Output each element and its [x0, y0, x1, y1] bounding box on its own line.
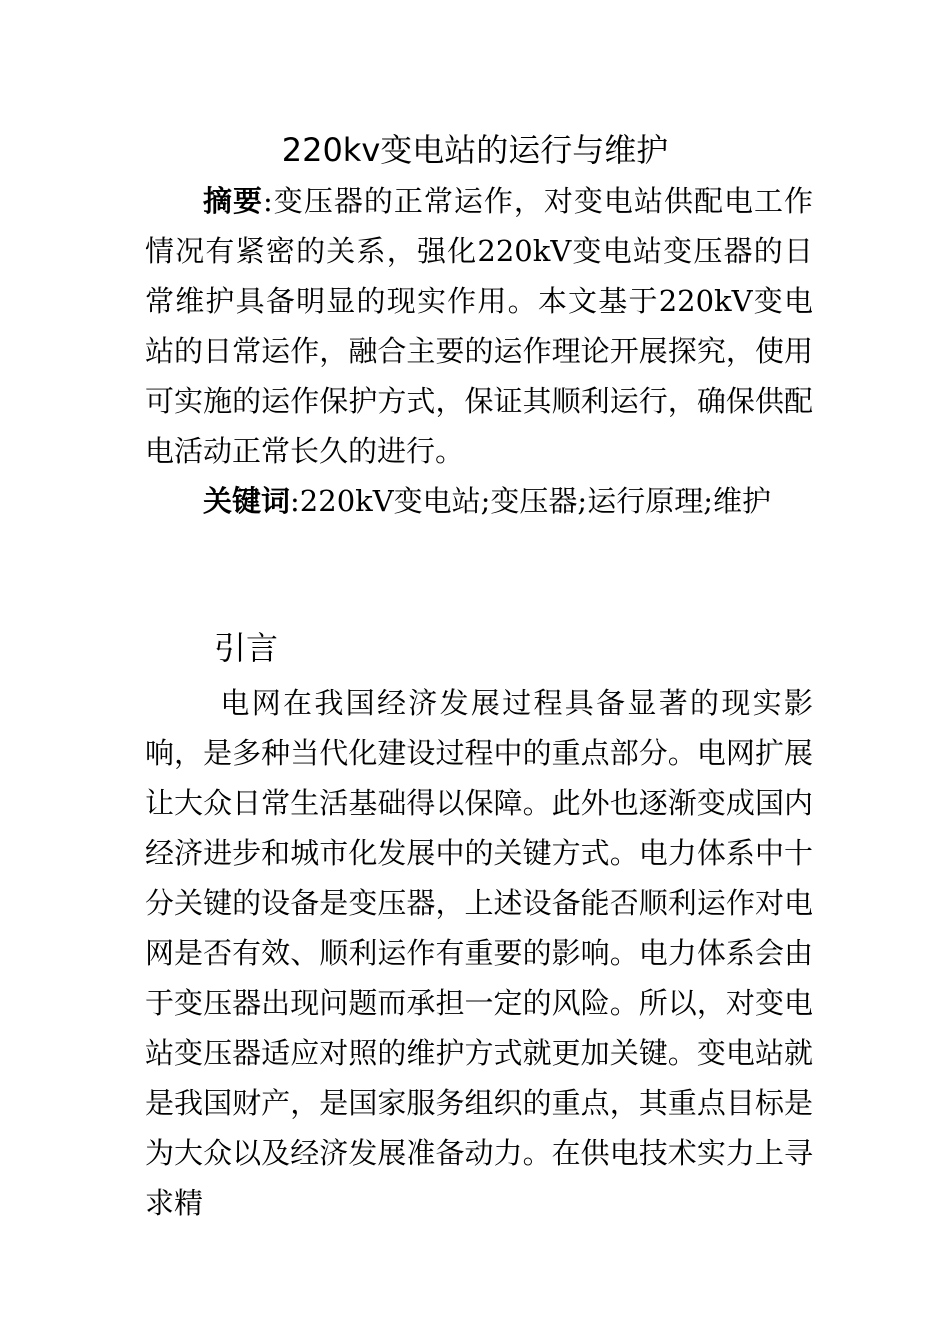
document-title: 220kv变电站的运行与维护 — [281, 131, 669, 169]
abstract-label: 摘要 — [203, 184, 264, 218]
keywords-label: 关键词 — [203, 484, 291, 518]
abstract-paragraph — [145, 176, 813, 476]
keywords-paragraph — [145, 476, 813, 526]
keywords-text: :220kV变电站;变压器;运行原理;维护 — [290, 484, 771, 518]
abstract-text: :变压器的正常运作，对变电站供配电工作情况有紧密的关系，强化220kV变电站变压器的日常维护具备明显的现实作用。本文基于220kV变电站的日常运作，融合主要的运作理论开展探究，使用可实施的运作保护方式，保证其顺利运行，确保供配电活动正常长久的进行。 — [145, 184, 813, 468]
introduction-paragraph: 电网在我国经济发展过程具备显著的现实影响，是多种当代化建设过程中的重点部分。电网扩展让大众日常生活基础得以保障。此外也逐渐变成国内经济进步和城市化发展中的关键方式。电力体系中十分关键的设备是变压器，上述设备能否顺利运作对电网是否有效、顺利运作有重要的影响。电力体系会由于变压器出现问题而承担一定的风险。所以，对变电站变压器适应对照的维护方式就更加关键。变电站就是我国财产，是国家服务组织的重点，其重点目标是为大众以及经济发展准备动力。在供电技术实力上寻求精 — [145, 686, 813, 1220]
introduction-heading: 引言 — [214, 629, 279, 667]
